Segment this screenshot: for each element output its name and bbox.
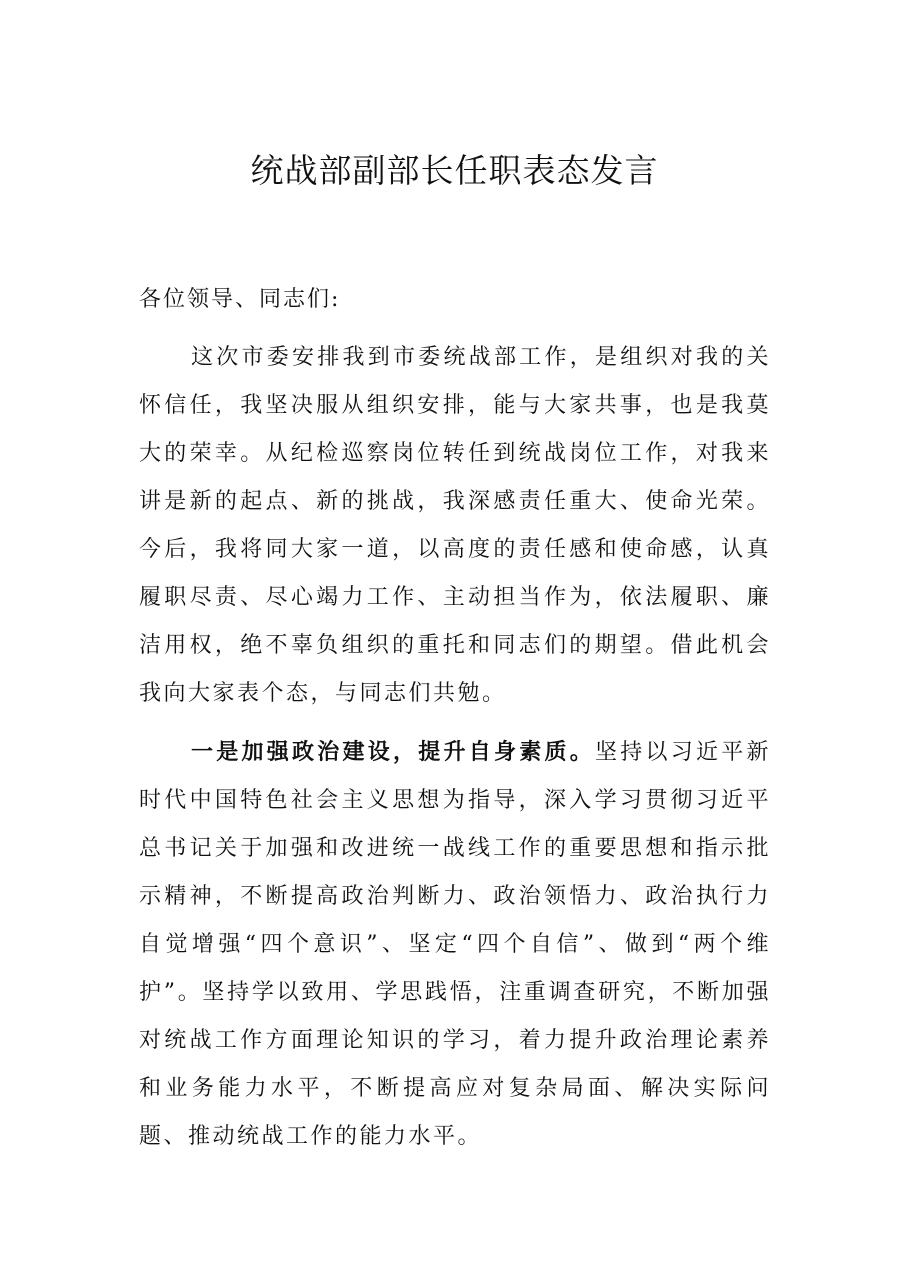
- paragraph-intro: 这次市委安排我到市委统战部工作，是组织对我的关怀信任，我坚决服从组织安排，能与大家共事，也是我莫大的荣幸。从纪检巡察岗位转任到统战岗位工作，对我来讲是新的起点、新的挑战，我深感责任重大、使命光荣。今后，我将同大家一道，以高度的责任感和使命感，认真履职尽责、尽心竭力工作、主动担当作为，依法履职、廉洁用权，绝不辜负组织的重托和同志们的期望。借此机会我向大家表个态，与同志们共勉。: [139, 345, 771, 706]
- document-title: 统战部副部长任职表态发言: [250, 151, 659, 190]
- paragraph-lead-heading: 一是加强政治建设，提升自身素质。: [191, 739, 595, 765]
- salutation: 各位领导、同志们:: [139, 287, 341, 312]
- paragraph-body: 坚持以习近平新时代中国特色社会主义思想为指导，深入学习贯彻习近平总书记关于加强和改进统一战线工作的重要思想和指示批示精神，不断提高政治判断力、政治领悟力、政治执行力自觉增强“四个意识”、坚定“四个自信”、做到“两个维护”。坚持学以致用、学思践悟，注重调查研究，不断加强对统战工作方面理论知识的学习，着力提升政治理论素养和业务能力水平，不断提高应对复杂局面、解决实际问题、推动统战工作的能力水平。: [139, 740, 771, 1149]
- paragraph-point-one: [139, 728, 771, 1161]
